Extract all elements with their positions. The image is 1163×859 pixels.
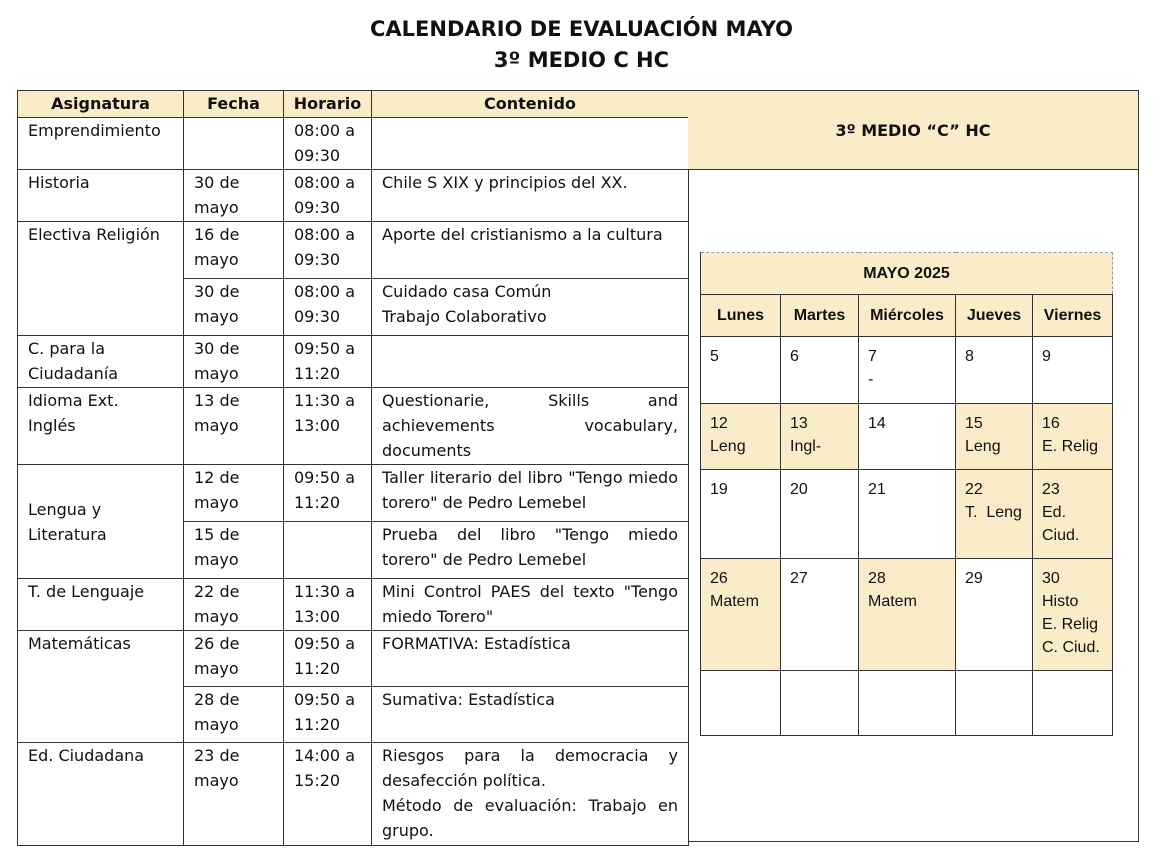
cell-asignatura: Matemáticas — [18, 631, 184, 743]
day-number: 19 — [710, 481, 728, 498]
cell-contenido: Mini Control PAES del texto "Tengo miedo Torero" — [372, 579, 689, 631]
calendar-day — [781, 559, 859, 671]
day-event: Ciud. — [1042, 527, 1080, 544]
cell-contenido: Chile S XIX y principios del XX. — [372, 170, 689, 222]
day-event: Ed. — [1042, 504, 1067, 521]
day-event: Matem — [710, 593, 759, 610]
calendar-day — [781, 671, 859, 736]
cell-fecha — [184, 118, 284, 170]
cell-contenido: Sumativa: Estadística — [372, 687, 689, 743]
course-header: 3º MEDIO “C” HC — [688, 91, 1138, 170]
header-horario: Horario — [284, 91, 372, 118]
cell-horario: 09:50 a 11:20 — [284, 465, 372, 522]
day-number: 23 — [1042, 481, 1060, 498]
day-number: 15 — [965, 415, 983, 432]
calendar-day — [781, 404, 859, 470]
calendar-day — [956, 337, 1033, 404]
day-number: 30 — [1042, 570, 1060, 587]
cell-contenido: Aporte del cristianismo a la cultura — [372, 222, 689, 279]
calendar-week — [701, 671, 1113, 736]
day-event: Matem — [868, 593, 917, 610]
cell-asignatura: T. de Lenguaje — [18, 579, 184, 631]
day-number: 16 — [1042, 415, 1060, 432]
cell-asignatura: Lengua y Literatura — [18, 465, 184, 579]
day-event: Leng — [710, 438, 746, 455]
calendar-day — [701, 671, 781, 736]
weekday-header: Jueves — [956, 295, 1033, 337]
calendar-day — [859, 404, 956, 470]
cell-asignatura: Electiva Religión — [18, 222, 184, 336]
header-contenido: Contenido — [372, 91, 689, 118]
calendar-week — [701, 470, 1113, 559]
calendar-day — [956, 671, 1033, 736]
cell-horario: 11:30 a 13:00 — [284, 579, 372, 631]
calendar-day — [1033, 470, 1113, 559]
cell-contenido — [372, 118, 689, 170]
cell-horario: 08:00 a 09:30 — [284, 222, 372, 279]
cell-horario: 08:00 a 09:30 — [284, 118, 372, 170]
cell-contenido: FORMATIVA: Estadística — [372, 631, 689, 687]
calendar-day — [859, 559, 956, 671]
cell-contenido — [372, 336, 689, 388]
day-event: Ingl- — [790, 438, 822, 455]
calendar-day — [859, 337, 956, 404]
day-number: 7 — [868, 348, 877, 365]
day-number: 20 — [790, 481, 808, 498]
day-number: 21 — [868, 481, 886, 498]
cell-fecha: 22 de mayo — [184, 579, 284, 631]
cell-horario: 08:00 a 09:30 — [284, 170, 372, 222]
calendar-day — [859, 671, 956, 736]
day-number: 8 — [965, 348, 974, 365]
page-subtitle: 3º MEDIO C HC — [493, 48, 670, 72]
cell-fecha: 15 de mayo — [184, 522, 284, 579]
cell-fecha: 26 de mayo — [184, 631, 284, 687]
weekday-header: Miércoles — [859, 295, 956, 337]
cell-fecha: 28 de mayo — [184, 687, 284, 743]
day-number: 28 — [868, 570, 886, 587]
cell-horario: 09:50 a 11:20 — [284, 336, 372, 388]
calendar-week — [701, 559, 1113, 671]
cell-contenido: Cuidado casa Común Trabajo Colaborativo — [372, 279, 689, 336]
cell-fecha: 30 de mayo — [184, 279, 284, 336]
calendar-day — [1033, 337, 1113, 404]
day-number: 12 — [710, 415, 728, 432]
header-asignatura: Asignatura — [18, 91, 184, 118]
calendar-day — [781, 337, 859, 404]
cell-fecha: 13 de mayo — [184, 388, 284, 465]
calendar-day — [1033, 404, 1113, 470]
cell-fecha: 30 de mayo — [184, 336, 284, 388]
weekday-header: Viernes — [1033, 295, 1113, 337]
cell-contenido: Riesgos para la democracia y desafección política. Método de evaluación: Trabajo en grupo. — [372, 743, 689, 846]
table-row — [18, 118, 689, 170]
day-event: Histo — [1042, 593, 1079, 610]
calendar-month: MAYO 2025 — [701, 253, 1113, 295]
day-event: - — [868, 371, 874, 388]
table-row — [18, 465, 689, 522]
cell-asignatura: Emprendimiento — [18, 118, 184, 170]
calendar-day — [701, 470, 781, 559]
cell-horario: 09:50 a 11:20 — [284, 631, 372, 687]
evaluation-table — [17, 90, 689, 846]
calendar-day — [1033, 559, 1113, 671]
weekday-header: Lunes — [701, 295, 781, 337]
cell-fecha: 23 de mayo — [184, 743, 284, 846]
day-number: 26 — [710, 570, 728, 587]
day-number: 27 — [790, 570, 808, 587]
day-event: T. Leng — [965, 504, 1022, 521]
calendar — [700, 252, 1113, 736]
table-row — [18, 631, 689, 687]
table-row — [18, 388, 689, 465]
cell-contenido: Questionarie, Skills and achievements vocabulary, documents — [372, 388, 689, 465]
calendar-day — [1033, 671, 1113, 736]
cell-horario: 11:30 a 13:00 — [284, 388, 372, 465]
cell-horario — [284, 522, 372, 579]
cell-fecha: 12 de mayo — [184, 465, 284, 522]
calendar-day — [701, 404, 781, 470]
calendar-week — [701, 337, 1113, 404]
cell-horario: 09:50 a 11:20 — [284, 687, 372, 743]
table-row — [18, 222, 689, 279]
day-number: 5 — [710, 348, 719, 365]
calendar-day — [701, 559, 781, 671]
day-number: 6 — [790, 348, 799, 365]
cell-fecha: 30 de mayo — [184, 170, 284, 222]
cell-asignatura: Historia — [18, 170, 184, 222]
day-number: 22 — [965, 481, 983, 498]
day-event: E. Relig — [1042, 616, 1099, 633]
cell-asignatura: Ed. Ciudadana — [18, 743, 184, 846]
day-event: C. Ciud. — [1042, 639, 1100, 656]
calendar-day — [781, 470, 859, 559]
calendar-week — [701, 404, 1113, 470]
table-row — [18, 170, 689, 222]
table-row — [18, 743, 689, 846]
day-event: Leng — [965, 438, 1001, 455]
calendar-day — [956, 470, 1033, 559]
day-number: 9 — [1042, 348, 1051, 365]
weekday-header: Martes — [781, 295, 859, 337]
header-fecha: Fecha — [184, 91, 284, 118]
cell-contenido: Taller literario del libro "Tengo miedo torero" de Pedro Lemebel — [372, 465, 689, 522]
day-number: 14 — [868, 415, 886, 432]
calendar-day — [701, 337, 781, 404]
calendar-day — [956, 404, 1033, 470]
cell-contenido: Prueba del libro "Tengo miedo torero" de Pedro Lemebel — [372, 522, 689, 579]
table-header-row — [18, 91, 689, 118]
cell-fecha: 16 de mayo — [184, 222, 284, 279]
cell-horario: 08:00 a 09:30 — [284, 279, 372, 336]
day-number: 13 — [790, 415, 808, 432]
day-event: E. Relig — [1042, 438, 1099, 455]
calendar-day — [956, 559, 1033, 671]
day-number: 29 — [965, 570, 983, 587]
table-row — [18, 336, 689, 388]
cell-asignatura: Idioma Ext. Inglés — [18, 388, 184, 465]
cell-asignatura: C. para la Ciudadanía — [18, 336, 184, 388]
table-row — [18, 579, 689, 631]
cell-horario: 14:00 a 15:20 — [284, 743, 372, 846]
calendar-day — [859, 470, 956, 559]
page-title: CALENDARIO DE EVALUACIÓN MAYO — [369, 17, 793, 41]
